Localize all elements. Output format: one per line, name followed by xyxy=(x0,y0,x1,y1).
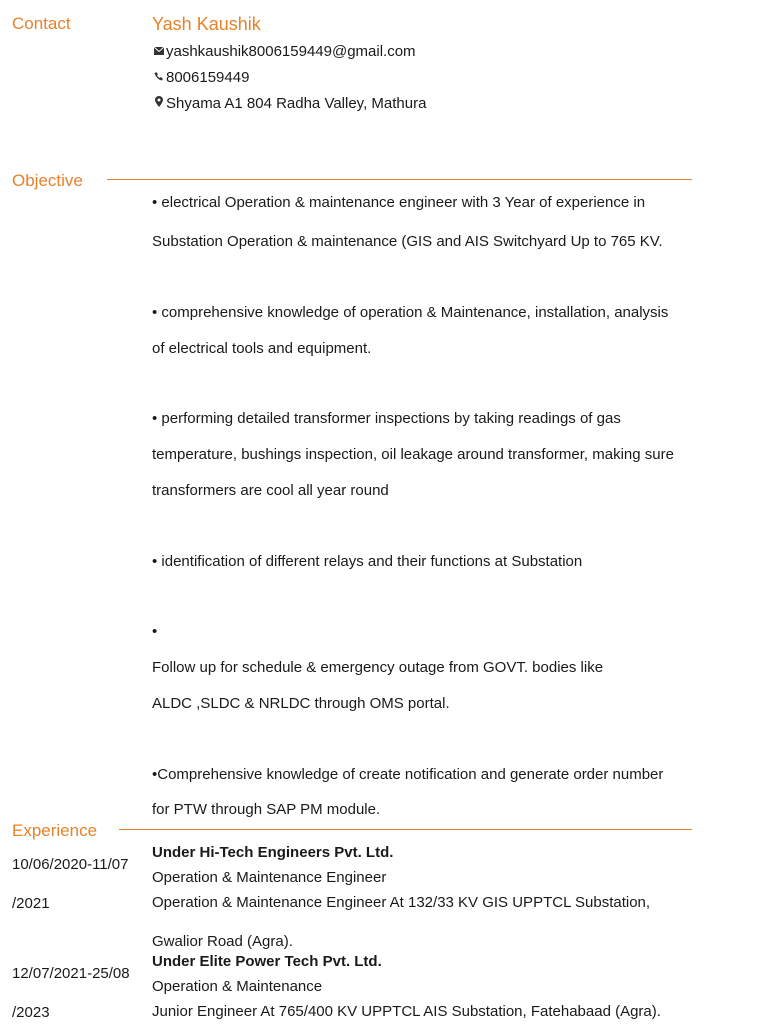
objective-line: of electrical tools and equipment. xyxy=(152,340,372,357)
objective-line: • performing detailed transformer inspections by taking readings of gas xyxy=(152,410,621,427)
job-date-end: /2021 xyxy=(12,895,50,912)
objective-heading: Objective xyxy=(12,171,83,190)
job-date-start: 10/06/2020-11/07 xyxy=(12,856,129,873)
location-pin-icon xyxy=(152,94,166,114)
job-detail: Operation & Maintenance Engineer At 132/33 KV GIS UPPTCL Substation, xyxy=(152,894,651,911)
experience-heading: Experience xyxy=(12,821,98,840)
objective-line: • comprehensive knowledge of operation & Maintenance, installation, analysis xyxy=(152,304,669,321)
objective-line: ALDC ,SLDC & NRLDC through OMS portal. xyxy=(152,695,450,712)
job-detail: Gwalior Road (Agra). xyxy=(152,933,293,950)
contact-address: Shyama A1 804 Radha Valley, Mathura xyxy=(166,95,427,112)
objective-line: transformers are cool all year round xyxy=(152,482,389,499)
envelope-icon xyxy=(152,42,166,62)
phone-icon xyxy=(152,68,166,88)
objective-line: Follow up for schedule & emergency outage from GOVT. bodies like xyxy=(152,659,604,676)
job-date-end: /2023 xyxy=(12,1004,50,1021)
job-role: Operation & Maintenance xyxy=(152,978,323,995)
contact-phone-row xyxy=(152,68,249,88)
contact-email[interactable]: yashkaushik8006159449@gmail.com xyxy=(166,43,416,60)
objective-line: • electrical Operation & maintenance engineer with 3 Year of experience in xyxy=(152,194,646,211)
job-date-start: 12/07/2021-25/08 xyxy=(12,965,130,982)
objective-line: • xyxy=(152,623,158,640)
job-company: Under Hi-Tech Engineers Pvt. Ltd. xyxy=(152,844,394,861)
contact-heading: Contact xyxy=(12,14,71,33)
objective-line: for PTW through SAP PM module. xyxy=(152,801,381,818)
job-company: Under Elite Power Tech Pvt. Ltd. xyxy=(152,953,382,970)
contact-phone: 8006159449 xyxy=(166,69,250,86)
objective-line: Substation Operation & maintenance (GIS and AIS Switchyard Up to 765 KV. xyxy=(152,233,663,250)
contact-email-row xyxy=(152,42,416,62)
job-detail: Junior Engineer At 765/400 KV UPPTCL AIS Substation, Fatehabaad (Agra). xyxy=(152,1003,661,1020)
objective-line: • identification of different relays and their functions at Substation xyxy=(152,553,583,570)
objective-divider xyxy=(107,179,692,180)
job-role: Operation & Maintenance Engineer xyxy=(152,869,387,886)
objective-line: temperature, bushings inspection, oil leakage around transformer, making sure xyxy=(152,446,674,463)
candidate-name: Yash Kaushik xyxy=(152,14,261,34)
objective-line: •Comprehensive knowledge of create notification and generate order number xyxy=(152,766,664,783)
experience-divider xyxy=(119,829,692,830)
contact-address-row xyxy=(152,94,426,114)
